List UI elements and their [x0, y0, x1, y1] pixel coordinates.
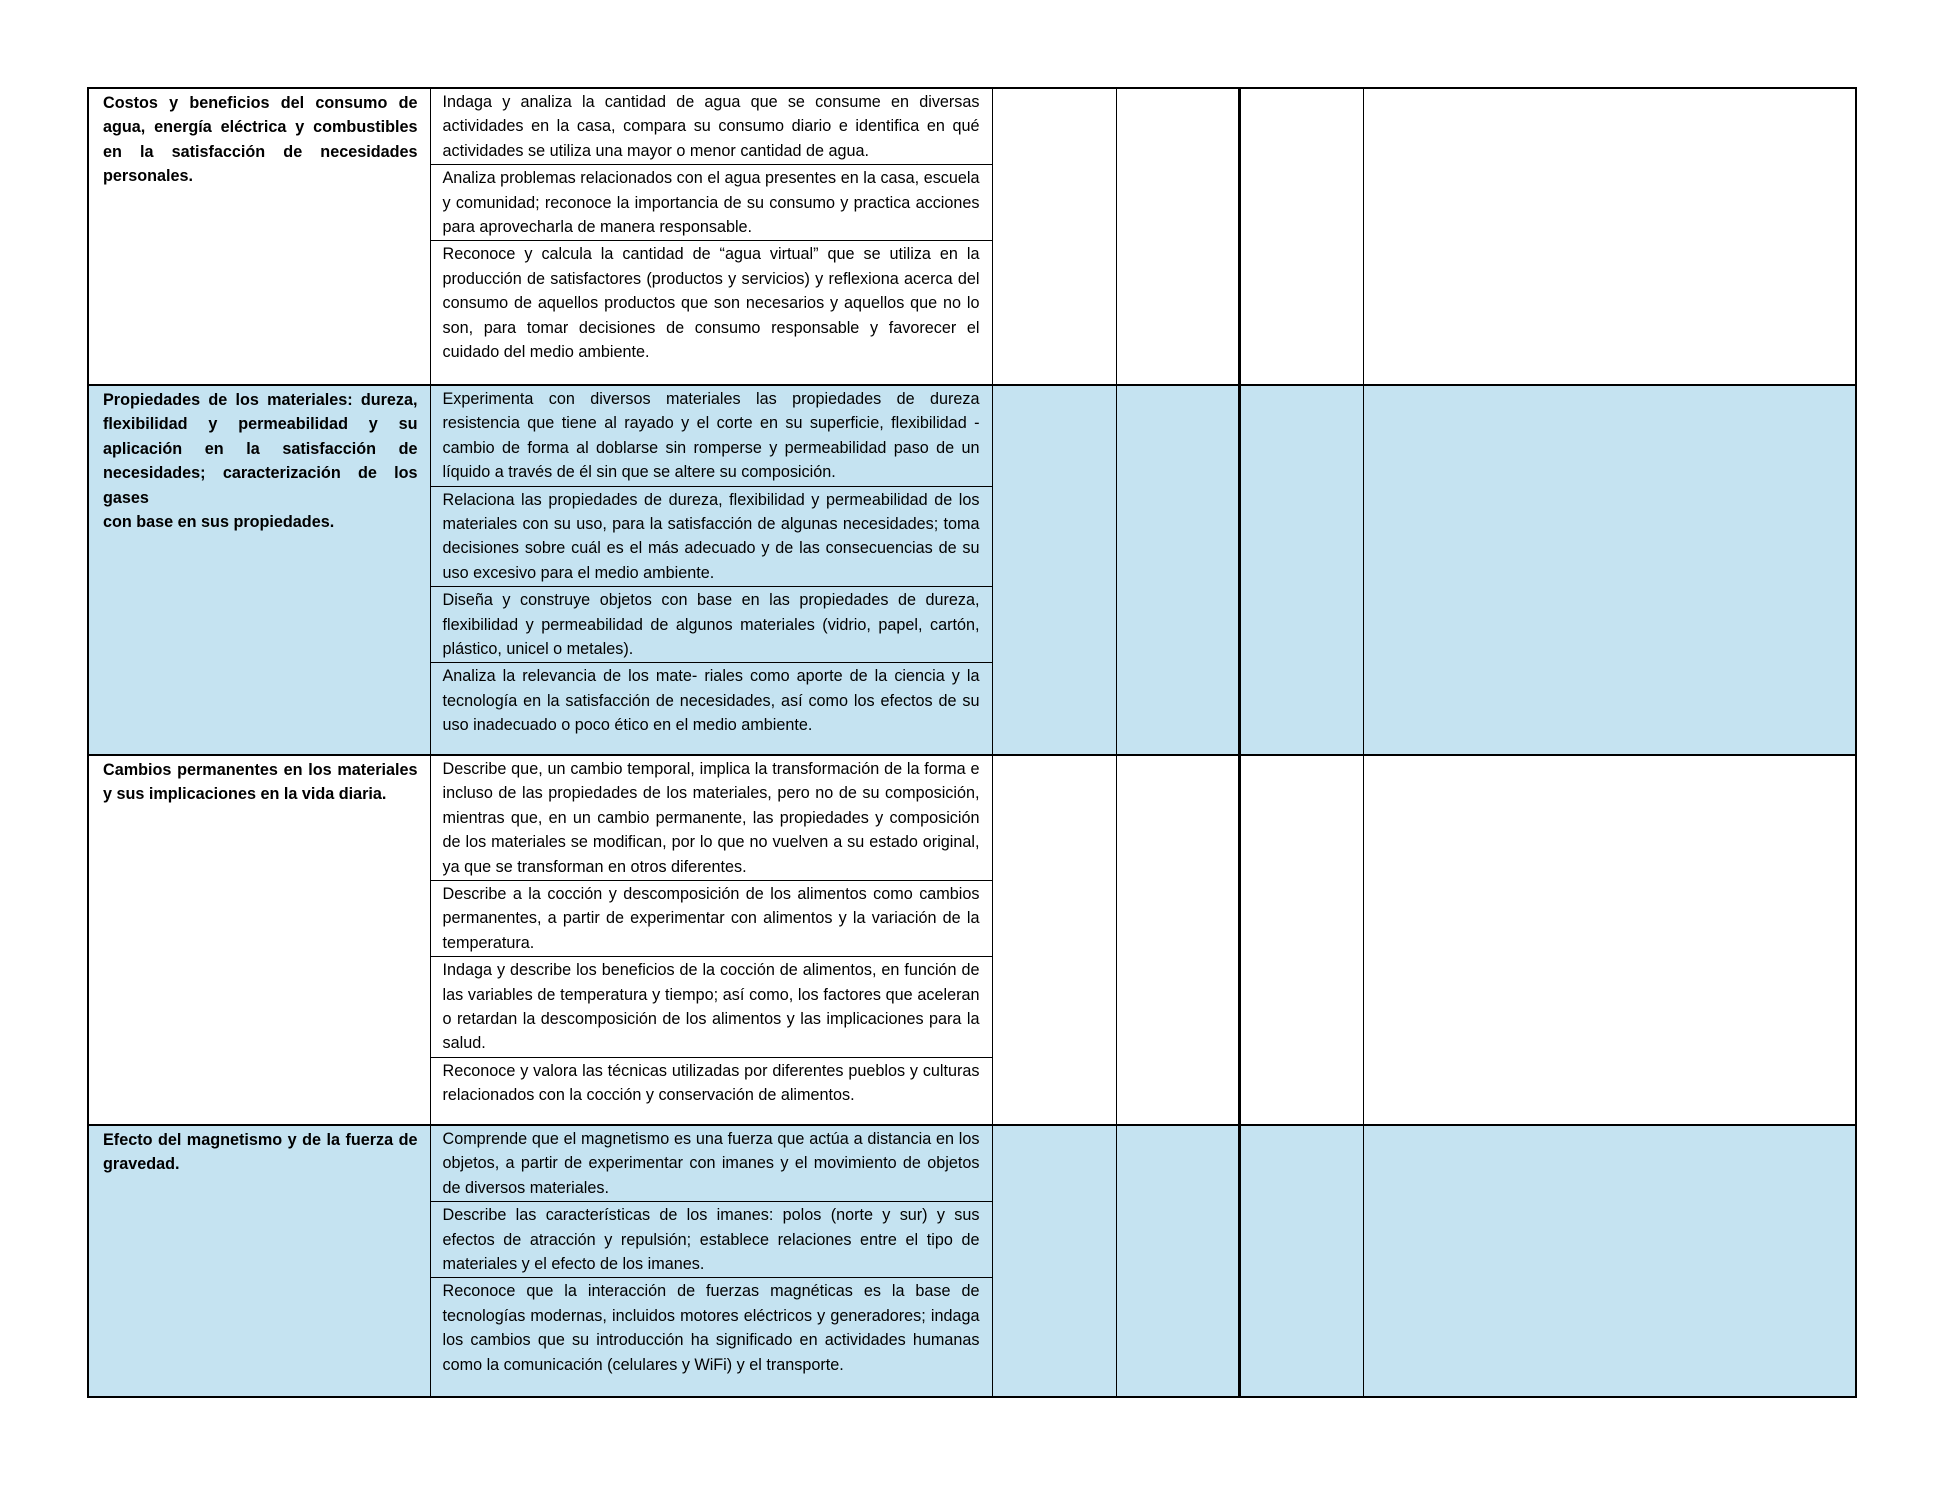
learning-item: Relaciona las propiedades de dureza, flexibilidad y permeabilidad de los materiales con su uso, para la satisfacción de algunas necesidades; toma decisiones sobre cuál es el más adecuado y de las consecuencias de su uso excesivo para el medio ambiente. [431, 487, 992, 588]
learning-cell [430, 385, 992, 755]
empty-cell [992, 385, 1116, 755]
empty-cell [992, 88, 1116, 385]
curriculum-table [87, 87, 1857, 1398]
empty-cell [1363, 385, 1856, 755]
topic-text: Efecto del magnetismo y de la fuerza de gravedad. [103, 1131, 418, 1174]
empty-cell [1116, 88, 1239, 385]
learning-cell [430, 88, 992, 385]
empty-cell [1116, 755, 1239, 1125]
learning-item: Indaga y describe los beneficios de la cocción de alimentos, en función de las variables de temperatura y tiempo; así como, los factores que aceleran o retardan la descomposición de los alimentos y las implicaciones para la salud. [431, 957, 992, 1058]
learning-item: Analiza la relevancia de los mate- riales como aporte de la ciencia y la tecnología en la satisfacción de necesidades, así como los efectos de su uso inadecuado o poco ético en el medio ambiente. [442, 667, 980, 735]
topic-text-continued: con base en sus propiedades. [103, 513, 335, 532]
topic-text: Costos y beneficios del consumo de agua, energía eléctrica y combustibles en la satisfacción de necesidades personales. [103, 94, 418, 186]
empty-cell [1363, 88, 1856, 385]
empty-cell [992, 1125, 1116, 1397]
empty-cell [1239, 755, 1363, 1125]
table-row [88, 385, 1856, 755]
learning-item: Describe a la cocción y descomposición de los alimentos como cambios permanentes, a partir de experimentar con alimentos y la variación de la temperatura. [431, 881, 992, 957]
table-row [88, 88, 1856, 385]
learning-item: Describe las características de los imanes: polos (norte y sur) y sus efectos de atracción y repulsión; establece relaciones entre el tipo de materiales y el efecto de los imanes. [431, 1202, 992, 1278]
learning-item: Diseña y construye objetos con base en las propiedades de dureza, flexibilidad y permeabilidad de algunos materiales (vidrio, papel, cartón, plástico, unicel o metales). [431, 587, 992, 663]
topic-cell [88, 88, 430, 385]
learning-cell [430, 755, 992, 1125]
empty-cell [1363, 755, 1856, 1125]
learning-item: Experimenta con diversos materiales las propiedades de dureza resistencia que tiene al rayado y el corte en su superficie, flexibilidad -cambio de forma al doblarse sin romperse y permeabilidad paso de un líquido a través de él sin que se altere su composición. [431, 386, 992, 487]
empty-cell [992, 755, 1116, 1125]
learning-item: Analiza problemas relacionados con el agua presentes en la casa, escuela y comunidad; reconoce la importancia de su consumo y practica acciones para aprovecharla de manera responsable. [431, 165, 992, 241]
learning-item: Indaga y analiza la cantidad de agua que se consume en diversas actividades en la casa, compara su consumo diario e identifica en qué actividades se utiliza una mayor o menor cantidad de agua. [431, 89, 992, 165]
learning-item: Comprende que el magnetismo es una fuerza que actúa a distancia en los objetos, a partir de experimentar con imanes y el movimiento de objetos de diversos materiales. [431, 1126, 992, 1202]
topic-cell [88, 385, 430, 755]
learning-item: Describe que, un cambio temporal, implica la transformación de la forma e incluso de las propiedades de los materiales, pero no de su composición, mientras que, en un cambio permanente, las propiedades y composición de los materiales se modifican, por lo que no vuelven a su estado original, ya que se transforman en otros diferentes. [431, 756, 992, 881]
empty-cell [1239, 1125, 1363, 1397]
table-row [88, 755, 1856, 1125]
topic-text: Cambios permanentes en los materiales y sus implicaciones en la vida diaria. [103, 761, 418, 804]
learning-cell [430, 1125, 992, 1397]
topic-cell [88, 1125, 430, 1397]
learning-item: Reconoce y valora las técnicas utilizadas por diferentes pueblos y culturas relacionados con la cocción y conservación de alimentos. [442, 1061, 980, 1105]
empty-cell [1239, 88, 1363, 385]
empty-cell [1116, 385, 1239, 755]
topic-cell [88, 755, 430, 1125]
learning-item: Reconoce que la interacción de fuerzas magnéticas es la base de tecnologías modernas, incluidos motores eléctricos y generadores; indaga los cambios que su introducción ha significado en actividades humanas como la comunicación (celulares y WiFi) y el transporte. [442, 1282, 980, 1374]
learning-item: Reconoce y calcula la cantidad de “agua virtual” que se utiliza en la producción de satisfactores (productos y servicios) y reflexiona acerca del consumo de aquellos productos que son necesarios y aquellos que no lo son, para tomar decisiones de consumo responsable y favorecer el cuidado del medio ambiente. [442, 245, 980, 362]
empty-cell [1116, 1125, 1239, 1397]
topic-text: Propiedades de los materiales: dureza, flexibilidad y permeabilidad y su aplicación en la satisfacción de necesidades; caracterización de los gases [103, 391, 418, 507]
table-row [88, 1125, 1856, 1397]
empty-cell [1363, 1125, 1856, 1397]
empty-cell [1239, 385, 1363, 755]
